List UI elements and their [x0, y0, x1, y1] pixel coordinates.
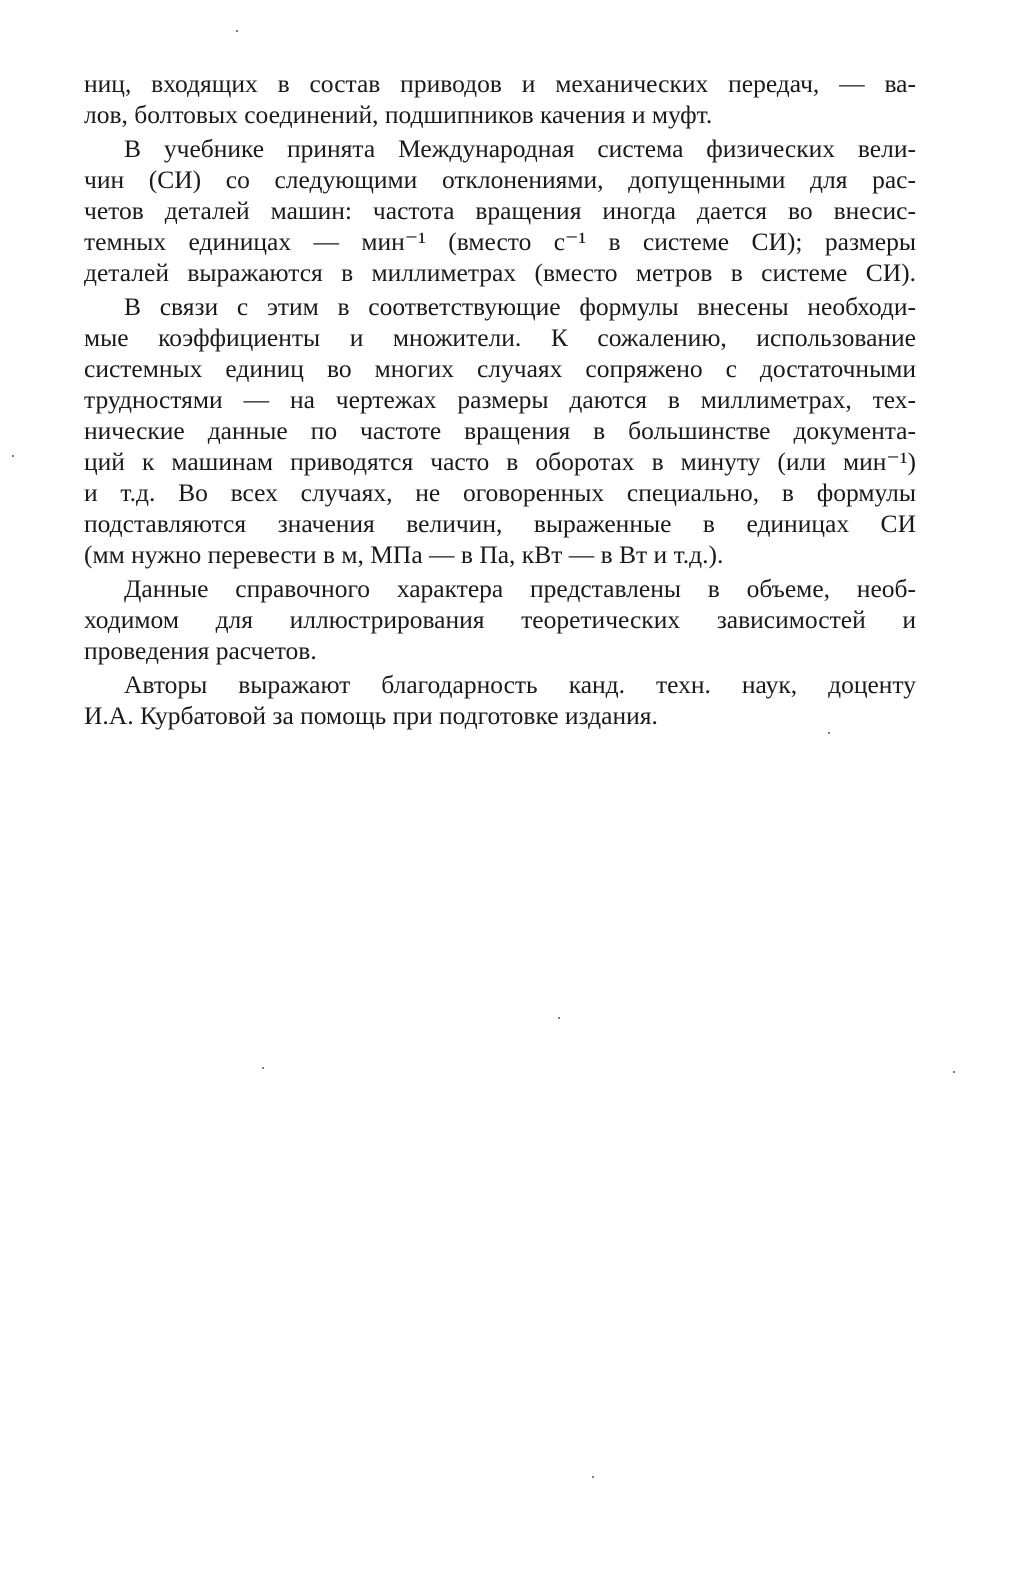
text-line: И.А. Курбатовой за помощь при подготовке издания.	[84, 701, 658, 730]
text-line: темных единицах — мин⁻¹ (вместо с⁻¹ в системе СИ); размеры	[84, 227, 916, 256]
text-line: проведения расчетов.	[84, 636, 317, 665]
text-line: и т.д. Во всех случаях, не оговоренных специально, в формулы	[84, 478, 916, 507]
scan-speck	[558, 1017, 560, 1019]
document-page	[84, 68, 916, 731]
text-line: чин (СИ) со следующими отклонениями, допущенными для рас-	[84, 165, 916, 194]
text-line: Авторы выражают благодарность канд. техн. наук, доценту	[124, 670, 916, 699]
text-line: лов, болтовых соединений, подшипников качения и муфт.	[84, 100, 713, 129]
paragraph-5	[84, 669, 916, 731]
text-line: ходимом для иллюстрирования теоретических зависимостей и	[84, 605, 916, 634]
scan-speck	[828, 732, 830, 734]
text-line: подставляются значения величин, выраженные в единицах СИ	[84, 509, 916, 538]
text-line: ниц, входящих в состав приводов и механических передач, — ва-	[84, 69, 916, 98]
text-line: четов деталей машин: частота вращения иногда дается во внесис-	[84, 196, 916, 225]
text-line: (мм нужно перевести в м, МПа — в Па, кВт — в Вт и т.д.).	[84, 540, 724, 569]
paragraph-1	[84, 68, 916, 130]
text-line: трудностями — на чертежах размеры даются в миллиметрах, тех-	[84, 385, 916, 414]
text-line: ций к машинам приводятся часто в оборотах в минуту (или мин⁻¹)	[84, 447, 916, 476]
text-line: В учебнике принята Международная система физических вели-	[124, 134, 916, 163]
scan-speck	[12, 455, 14, 457]
paragraph-3	[84, 291, 916, 570]
scan-speck	[262, 1067, 264, 1069]
text-line: системных единиц во многих случаях сопряжено с достаточными	[84, 354, 916, 383]
text-line: деталей выражаются в миллиметрах (вместо метров в системе СИ).	[84, 258, 916, 287]
text-line: Данные справочного характера представлены в объеме, необ-	[124, 574, 916, 603]
scan-speck	[592, 1476, 594, 1478]
text-line: мые коэффициенты и множители. К сожалению, использование	[84, 323, 916, 352]
text-line: нические данные по частоте вращения в большинстве документа-	[84, 416, 916, 445]
paragraph-2	[84, 133, 916, 288]
text-line: В связи с этим в соответствующие формулы внесены необходи-	[124, 292, 916, 321]
paragraph-4	[84, 573, 916, 666]
scan-speck	[236, 30, 238, 32]
scan-speck	[953, 1071, 955, 1073]
